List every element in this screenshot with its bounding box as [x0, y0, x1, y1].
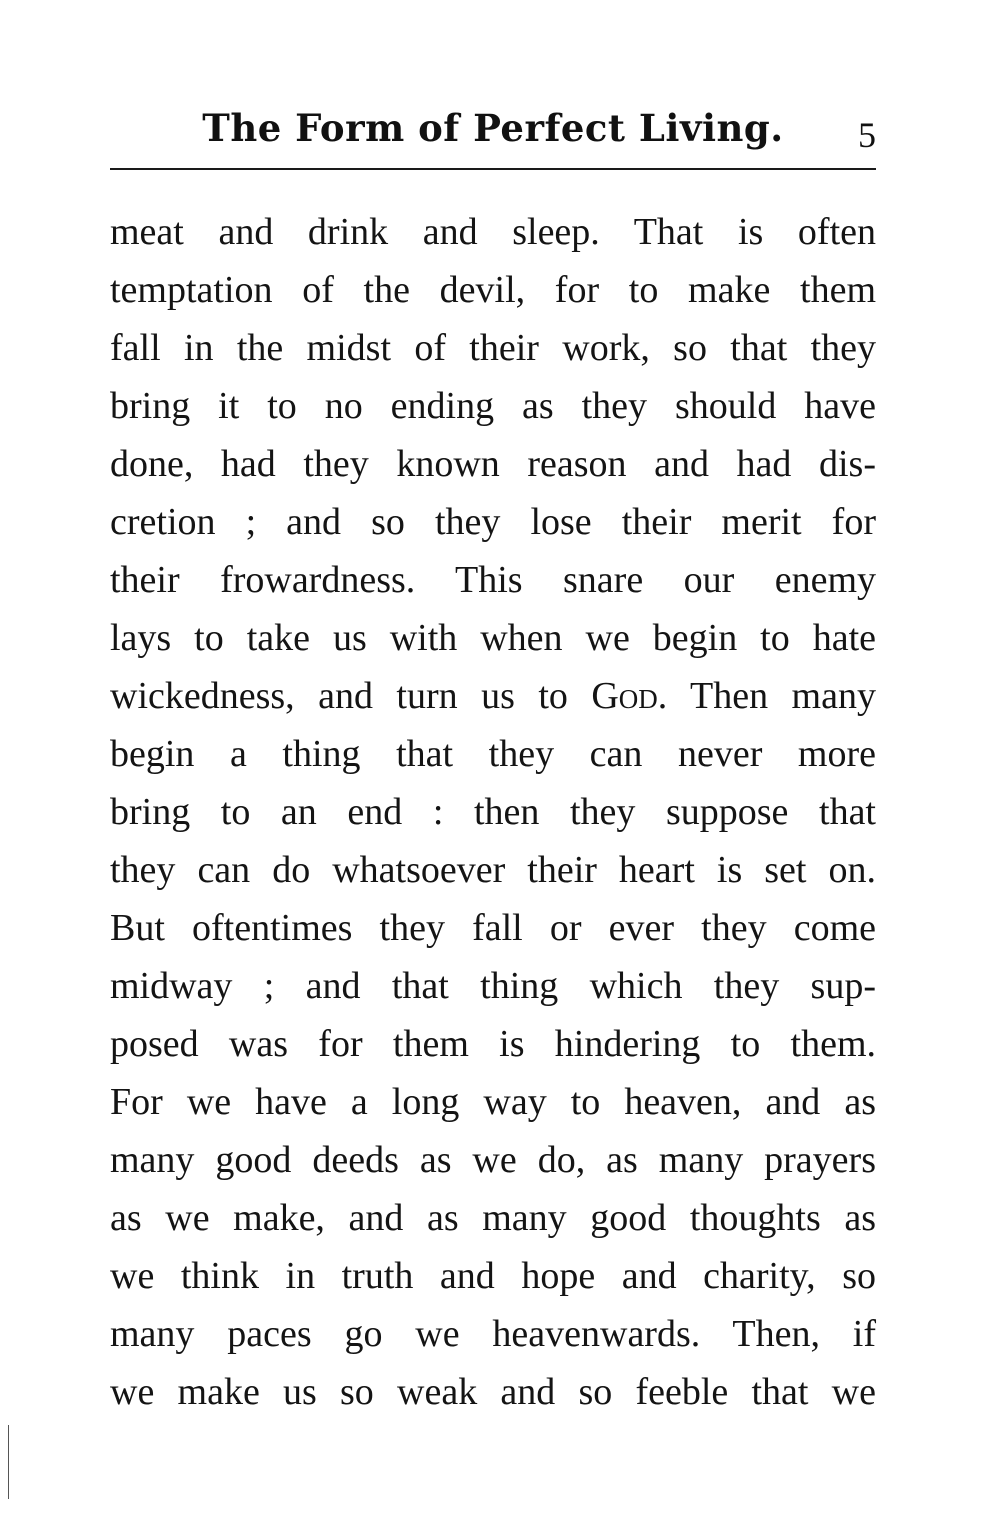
text-line: many good deeds as we do, as many prayers: [110, 1139, 876, 1181]
text-line: bring it to no ending as they should have: [110, 385, 876, 427]
text-segment: wickedness, and turn us to: [110, 675, 592, 717]
header-rule: [110, 168, 876, 170]
text-line: we make us so weak and so feeble that we: [110, 1371, 876, 1413]
text-line: begin a thing that they can never more: [110, 733, 876, 775]
text-line: we think in truth and hope and charity, so: [110, 1255, 876, 1297]
text-line: their frowardness. This snare our enemy: [110, 559, 876, 601]
text-line: [110, 667, 876, 725]
scan-margin-mark: [8, 1425, 9, 1499]
text-line: cretion ; and so they lose their merit for: [110, 501, 876, 543]
text-line: fall in the midst of their work, so that they: [110, 327, 876, 369]
text-line: lays to take us with when we begin to hate: [110, 617, 876, 659]
text-line: they can do whatsoever their heart is set on.: [110, 849, 876, 891]
running-title: The Form of Perfect Living.: [202, 106, 784, 150]
text-line: meat and drink and sleep. That is often: [110, 211, 876, 253]
small-caps-word: God: [591, 675, 658, 717]
text-line: many paces go we heavenwards. Then, if: [110, 1313, 876, 1355]
page-number: 5: [858, 115, 876, 155]
body-text: [110, 203, 876, 1421]
text-line: midway ; and that thing which they sup-: [110, 965, 876, 1007]
running-head: [110, 100, 876, 160]
text-line: posed was for them is hindering to them.: [110, 1023, 876, 1065]
text-line: temptation of the devil, for to make them: [110, 269, 876, 311]
text-line: done, had they known reason and had dis-: [110, 443, 876, 485]
text-line: bring to an end : then they suppose that: [110, 791, 876, 833]
text-line: But oftentimes they fall or ever they come: [110, 907, 876, 949]
text-line: as we make, and as many good thoughts as: [110, 1197, 876, 1239]
text-segment: . Then many: [657, 675, 876, 717]
text-line: For we have a long way to heaven, and as: [110, 1081, 876, 1123]
